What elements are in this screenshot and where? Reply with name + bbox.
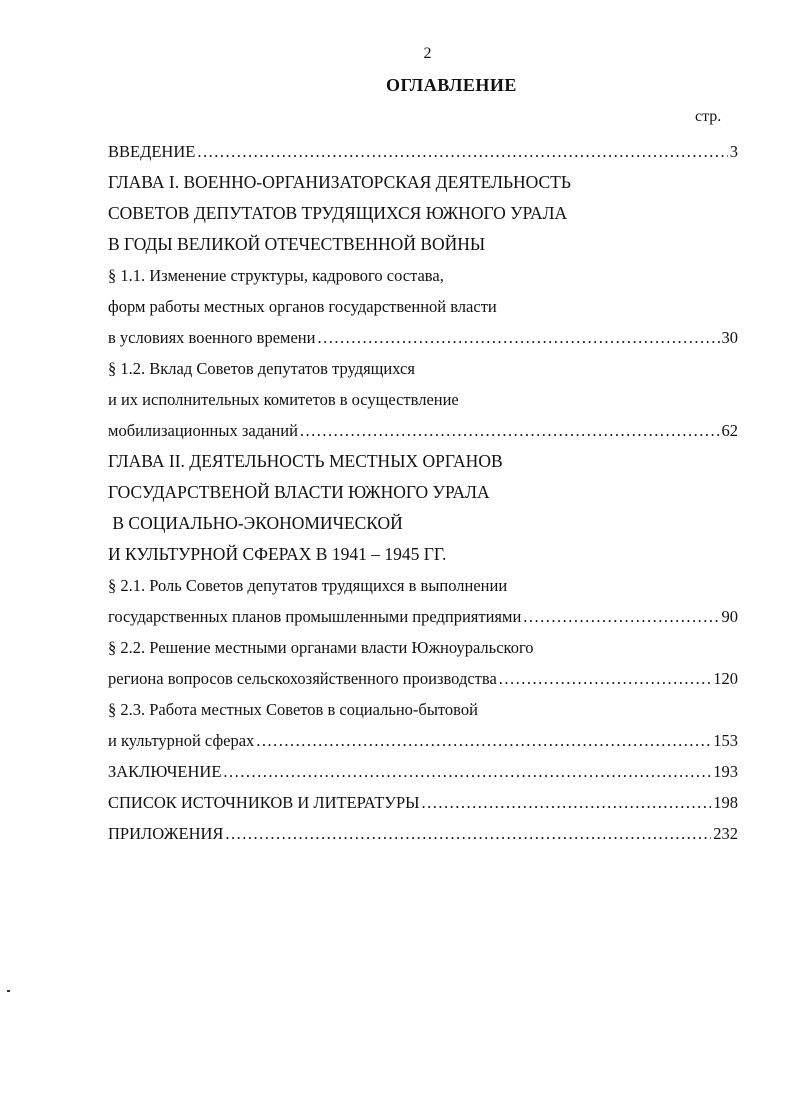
toc-line-text: ГЛАВА I. ВОЕННО-ОРГАНИЗАТОРСКАЯ ДЕЯТЕЛЬНОСТЬ (108, 172, 571, 192)
toc-line-text: и культурной сферах (108, 731, 255, 750)
toc-line-text: региона вопросов сельскохозяйственного производства (108, 669, 497, 688)
dot-leader (523, 601, 719, 632)
page-number: 2 (423, 45, 432, 62)
toc-section-line[interactable] (108, 570, 738, 601)
page-column-label: стр. (695, 108, 722, 125)
toc-line-text: § 2.2. Решение местными органами власти Южноуральского (108, 638, 534, 657)
toc-section-line[interactable] (108, 322, 738, 353)
toc-line-text: форм работы местных органов государственной власти (108, 297, 497, 316)
toc-line-text: ЗАКЛЮЧЕНИЕ (108, 762, 222, 781)
toc-line-text: СОВЕТОВ ДЕПУТАТОВ ТРУДЯЩИХСЯ ЮЖНОГО УРАЛА (108, 203, 568, 223)
toc-section-line[interactable] (108, 663, 738, 694)
toc-line-text: § 2.3. Работа местных Советов в социально-бытовой (108, 700, 478, 719)
scan-speck (7, 990, 10, 992)
toc-chapter-line[interactable] (108, 539, 738, 570)
dot-leader (225, 818, 711, 849)
page-title: ОГЛАВЛЕНИЕ (386, 75, 517, 95)
toc-line-text: И КУЛЬТУРНОЙ СФЕРАХ В 1941 – 1945 ГГ. (108, 544, 447, 564)
dot-leader (223, 756, 711, 787)
toc-page-number: 62 (721, 421, 738, 440)
toc-section-line[interactable] (108, 632, 738, 663)
toc-line-text: В СОЦИАЛЬНО-ЭКОНОМИЧЕСКОЙ (108, 513, 403, 533)
toc-entry[interactable] (108, 818, 738, 849)
dot-leader (317, 322, 719, 353)
dot-leader (422, 787, 712, 818)
dot-leader (499, 663, 711, 694)
toc-entry[interactable] (108, 136, 738, 167)
toc-chapter-line[interactable] (108, 229, 738, 260)
toc-line-text: § 1.2. Вклад Советов депутатов трудящихся (108, 359, 415, 378)
toc-page-number: 120 (713, 669, 738, 688)
toc-page-number: 90 (721, 607, 738, 626)
toc-section-line[interactable] (108, 353, 738, 384)
toc-line-text: § 1.1. Изменение структуры, кадрового состава, (108, 266, 444, 285)
toc-line-text: ГЛАВА II. ДЕЯТЕЛЬНОСТЬ МЕСТНЫХ ОРГАНОВ (108, 451, 503, 471)
toc-section-line[interactable] (108, 694, 738, 725)
toc-line-text: В ГОДЫ ВЕЛИКОЙ ОТЕЧЕСТВЕННОЙ ВОЙНЫ (108, 234, 486, 254)
toc-line-text: СПИСОК ИСТОЧНИКОВ И ЛИТЕРАТУРЫ (108, 793, 420, 812)
toc-line-text: мобилизационных заданий (108, 421, 298, 440)
toc-entry[interactable] (108, 787, 738, 818)
toc-chapter-line[interactable] (108, 477, 738, 508)
toc-line-text: ПРИЛОЖЕНИЯ (108, 824, 224, 843)
toc-page-number: 30 (721, 328, 738, 347)
toc-line-text: ГОСУДАРСТВЕНОЙ ВЛАСТИ ЮЖНОГО УРАЛА (108, 482, 490, 502)
toc-line-text: государственных планов промышленными предприятиями (108, 607, 522, 626)
table-of-contents (108, 136, 738, 849)
toc-chapter-line[interactable] (108, 198, 738, 229)
toc-page-number: 232 (713, 824, 738, 843)
toc-line-text: ВВЕДЕНИЕ (108, 142, 196, 161)
dot-leader (300, 415, 720, 446)
toc-line-text: в условиях военного времени (108, 328, 316, 347)
toc-line-text: § 2.1. Роль Советов депутатов трудящихся в выполнении (108, 576, 508, 595)
toc-line-text: и их исполнительных комитетов в осуществление (108, 390, 459, 409)
toc-page-number: 193 (713, 762, 738, 781)
toc-chapter-line[interactable] (108, 508, 738, 539)
dot-leader (256, 725, 711, 756)
toc-section-line[interactable] (108, 725, 738, 756)
toc-section-line[interactable] (108, 291, 738, 322)
toc-section-line[interactable] (108, 415, 738, 446)
toc-entry[interactable] (108, 756, 738, 787)
toc-page-number: 153 (713, 731, 738, 750)
toc-section-line[interactable] (108, 384, 738, 415)
toc-page-number: 198 (713, 793, 738, 812)
toc-chapter-line[interactable] (108, 446, 738, 477)
toc-section-line[interactable] (108, 260, 738, 291)
dot-leader (197, 136, 727, 167)
toc-section-line[interactable] (108, 601, 738, 632)
toc-page-number: 3 (729, 142, 738, 161)
toc-chapter-line[interactable] (108, 167, 738, 198)
